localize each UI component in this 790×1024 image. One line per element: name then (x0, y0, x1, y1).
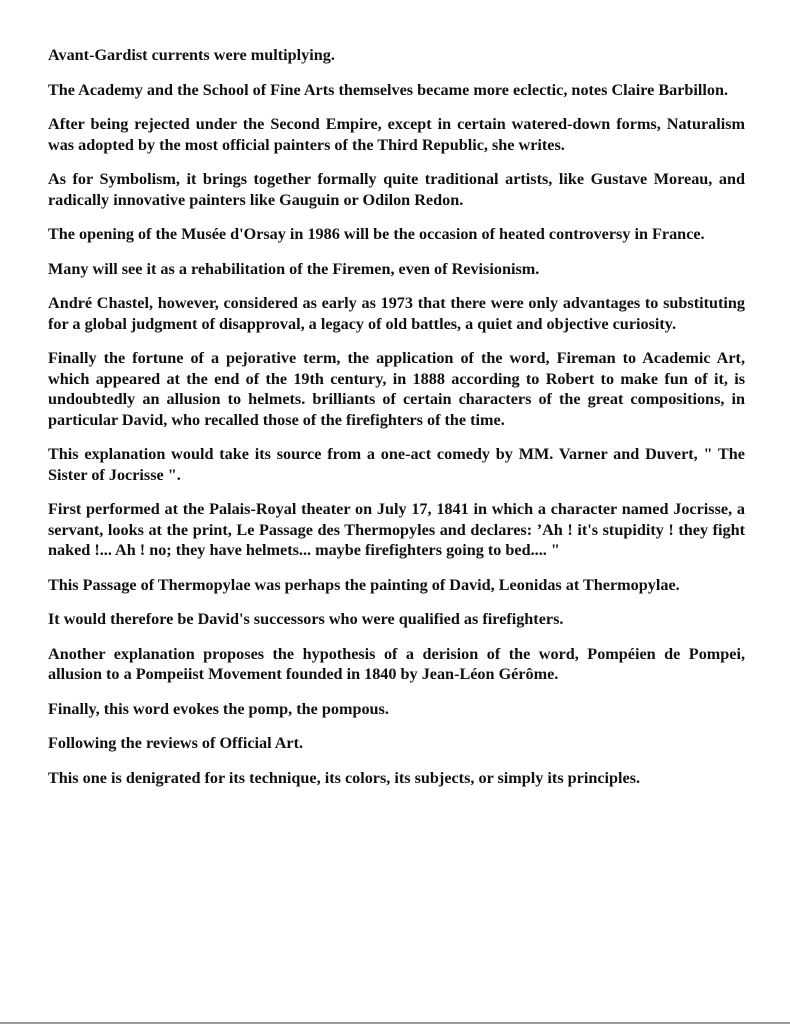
paragraph: As for Symbolism, it brings together formally quite traditional artists, like Gustave Moreau, and radically innovative painters like Gauguin or Odilon Redon. (48, 170, 745, 209)
paragraph: This one is denigrated for its technique, its colors, its subjects, or simply its principles. (48, 768, 641, 787)
paragraph: Finally, this word evokes the pomp, the pompous. (48, 699, 389, 718)
document-body (48, 45, 745, 802)
paragraph: Finally the fortune of a pejorative term, the application of the word, Fireman to Academic Art, which appeared at the end of the 19th century, in 1888 according to Robert to make fun of it, is undoubtedly an allusion to helmets. brilliants of certain characters of the great compositions, in particular David, who recalled those of the firefighters of the time. (48, 349, 745, 429)
paragraph: Many will see it as a rehabilitation of the Firemen, even of Revisionism. (48, 259, 540, 278)
paragraph: Avant-Gardist currents were multiplying. (48, 46, 335, 64)
paragraph: The Academy and the School of Fine Arts themselves became more eclectic, notes Claire Barbillon. (48, 80, 729, 99)
paragraph: This Passage of Thermopylae was perhaps the painting of David, Leonidas at Thermopylae. (48, 575, 680, 594)
paragraph: This explanation would take its source from a one-act comedy by MM. Varner and Duvert, " The Sister of Jocrisse ". (48, 445, 745, 484)
paragraph: After being rejected under the Second Empire, except in certain watered-down forms, Naturalism was adopted by the most official painters of the Third Republic, she writes. (48, 115, 745, 154)
paragraph: It would therefore be David's successors who were qualified as firefighters. (48, 610, 564, 628)
paragraph: André Chastel, however, considered as early as 1973 that there were only advantages to substituting for a global judgment of disapproval, a legacy of old battles, a quiet and objective curiosity. (48, 294, 745, 333)
paragraph: The opening of the Musée d'Orsay in 1986 will be the occasion of heated controversy in France. (48, 225, 705, 243)
paragraph: Another explanation proposes the hypothesis of a derision of the word, Pompéien de Pompei, allusion to a Pompeiist Movement founded in 1840 by Jean-Léon Gérôme. (48, 644, 745, 683)
paragraph: Following the reviews of Official Art. (48, 734, 304, 752)
paragraph: First performed at the Palais-Royal theater on July 17, 1841 in which a character named Jocrisse, a servant, looks at the print, Le Passage des Thermopyles and declares: ’Ah ! it's stupidity ! they fight naked !... Ah ! no; they have helmets... maybe firefighters going to bed.... " (48, 500, 745, 559)
